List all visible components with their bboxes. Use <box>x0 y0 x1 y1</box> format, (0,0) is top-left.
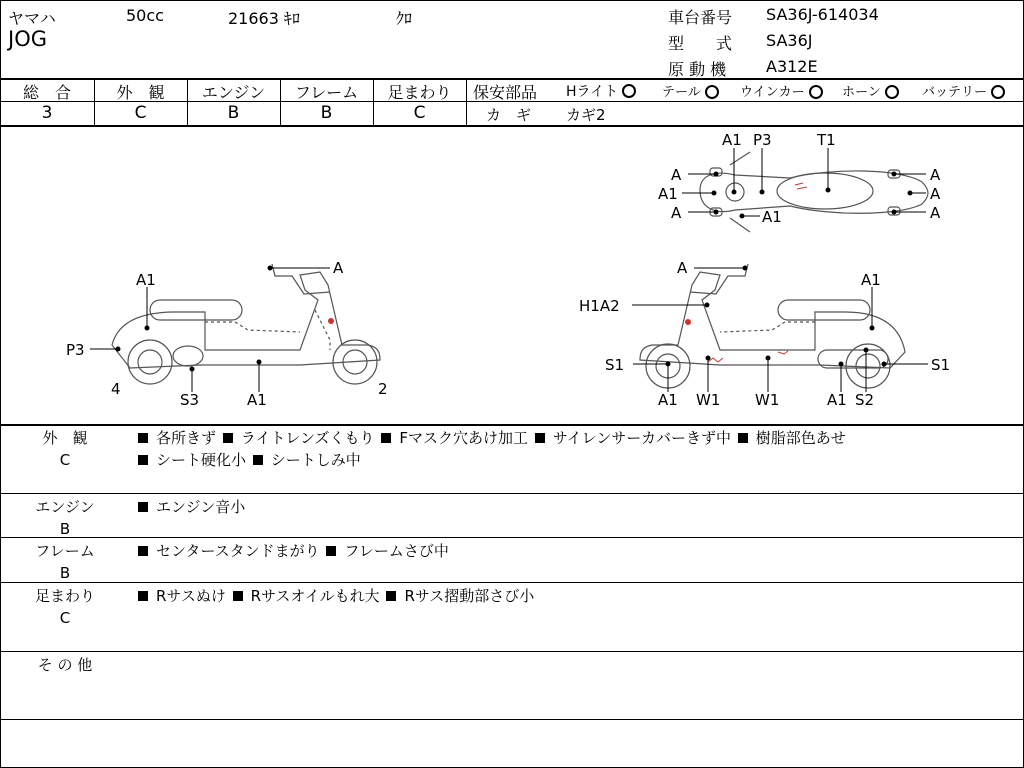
diagram-label: A1 <box>136 271 156 289</box>
diagram-label: P3 <box>753 131 772 149</box>
type-value: SA36J <box>766 31 813 50</box>
score-suspension: C <box>413 103 426 123</box>
score-header-overall: 総 合 <box>22 83 71 102</box>
headlight-ok-mark <box>622 84 636 98</box>
diagram-label: H1A2 <box>579 297 620 315</box>
diagram-label: A <box>671 204 682 222</box>
detail-other-title: そ の 他 <box>37 656 93 674</box>
frame-no: SA36J-614034 <box>766 5 879 24</box>
detail-exterior-title: 外 観 C <box>42 429 88 469</box>
divider <box>0 424 1024 426</box>
diagram-label: A <box>930 204 941 222</box>
diagram-label: A <box>333 259 344 277</box>
safety-horn: ホーン <box>842 81 899 100</box>
score-engine: B <box>227 103 240 123</box>
key-label: カ ギ <box>486 106 532 124</box>
safety-battery: バッテリー <box>922 81 1005 100</box>
diagram-label: A <box>930 185 941 203</box>
safety-tail: テール <box>662 81 719 100</box>
divider <box>0 493 1024 494</box>
divider <box>0 651 1024 652</box>
diagram-label: S3 <box>180 391 200 409</box>
diagram-label: A1 <box>762 208 782 226</box>
key-value: カギ2 <box>566 106 606 124</box>
diagram-label: P3 <box>66 341 85 359</box>
detail-frame-notes: センタースタンドまがり フレームさび中 <box>136 540 449 562</box>
color: ｸﾛ <box>396 9 413 28</box>
diagram-label: A1 <box>658 185 678 203</box>
diagram-label: W1 <box>696 391 721 409</box>
divider <box>466 101 1024 102</box>
detail-suspension-notes: Rサスぬけ Rサスオイルもれ大 Rサス摺動部さび小 <box>136 585 534 607</box>
score-exterior: C <box>134 103 147 123</box>
battery-ok-mark <box>991 85 1005 99</box>
divider <box>466 79 467 125</box>
diagram-label: A1 <box>722 131 742 149</box>
divider <box>0 719 1024 720</box>
diagram-label: S1 <box>931 356 951 374</box>
divider <box>0 582 1024 583</box>
diagram-label: A1 <box>827 391 847 409</box>
diagram-label: T1 <box>817 131 836 149</box>
detail-exterior-notes: 各所きず ライトレンズくもり Fマスク穴あけ加工 サイレンサーカバーきず中 樹脂部色あせ シート硬化小 シートしみ中 <box>136 427 846 471</box>
diagram-label: W1 <box>755 391 780 409</box>
damage-mark <box>795 183 807 189</box>
safety-headlight: Hライト <box>566 81 636 101</box>
score-header-suspension: 足まわり <box>387 83 452 102</box>
detail-frame-title: フレーム B <box>35 542 95 582</box>
frame-no-label: 車台番号 <box>668 8 733 27</box>
score-header-engine: エンジン <box>201 83 266 102</box>
score-overall: 3 <box>41 103 53 123</box>
damage-mark <box>778 351 788 354</box>
detail-suspension-title: 足まわり C <box>34 587 95 627</box>
horn-ok-mark <box>885 85 899 99</box>
diagram-label: 2 <box>378 380 388 398</box>
damage-mark <box>685 319 691 325</box>
score-header-exterior: 外 観 <box>116 83 165 102</box>
mileage: 21663 ｷﾛ <box>228 9 300 28</box>
engine-label: 原 動 機 <box>668 60 727 79</box>
diagram-label: A <box>671 166 682 184</box>
maker: ヤマハ <box>8 9 56 28</box>
safety-label: 保安部品 <box>473 83 538 102</box>
diagram-label: A <box>930 166 941 184</box>
winker-ok-mark <box>809 85 823 99</box>
score-header-frame: フレーム <box>294 83 359 102</box>
score-frame: B <box>320 103 333 123</box>
diagram-label: S2 <box>855 391 875 409</box>
model-name: JOG <box>8 27 47 51</box>
diagram-label: A1 <box>861 271 881 289</box>
damage-mark <box>328 318 334 324</box>
detail-engine-title: エンジン B <box>35 498 95 538</box>
diagram-label: A <box>677 259 688 277</box>
displacement: 50cc <box>126 6 164 25</box>
diagram-label: A1 <box>247 391 267 409</box>
diagram-label: 4 <box>111 380 121 398</box>
type-label: 型 式 <box>668 34 733 53</box>
diagram-label: A1 <box>658 391 678 409</box>
divider <box>0 537 1024 538</box>
diagram-label: S1 <box>605 356 625 374</box>
safety-winker: ウインカー <box>740 81 823 100</box>
engine-value: A312E <box>766 57 818 76</box>
tail-ok-mark <box>705 85 719 99</box>
detail-engine-notes: エンジン音小 <box>136 496 245 518</box>
